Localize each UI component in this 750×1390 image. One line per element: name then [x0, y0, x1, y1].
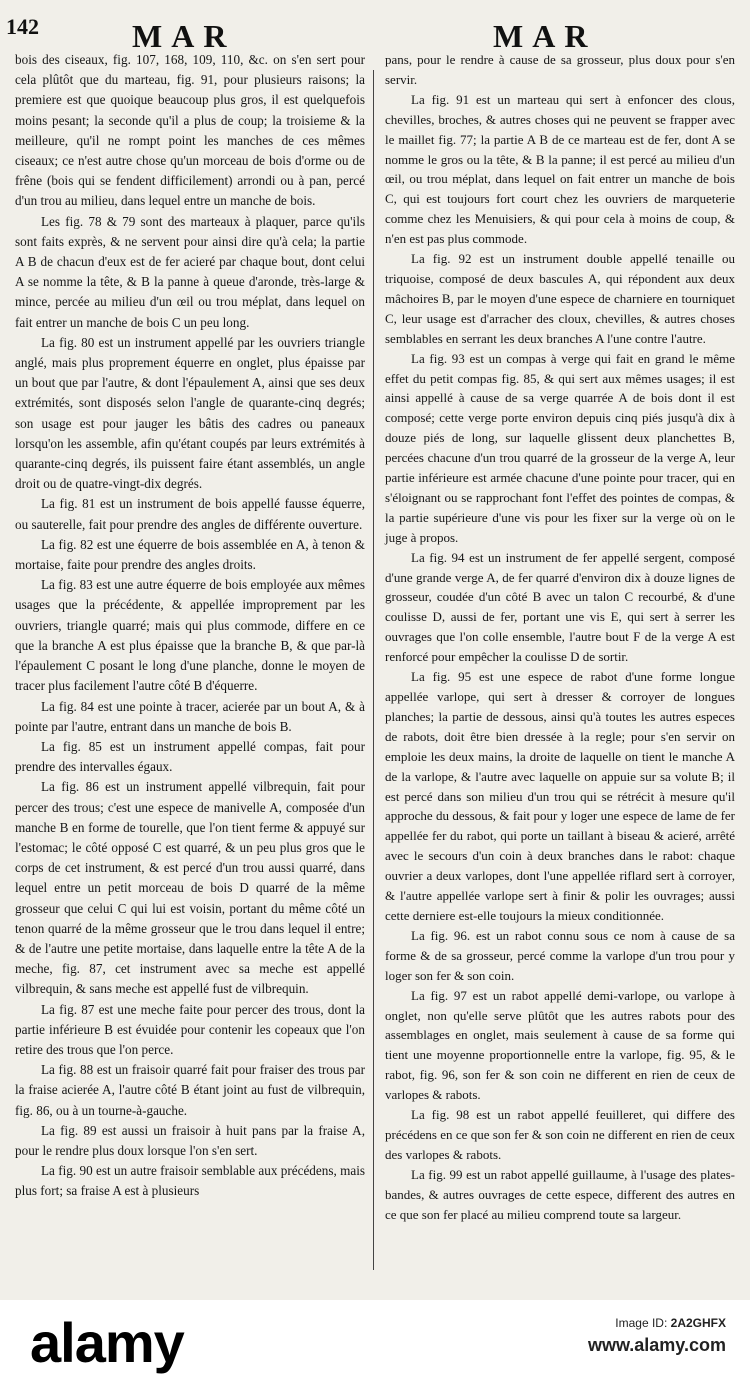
running-head-left: MAR [132, 18, 236, 54]
alamy-logo: alamy [30, 1311, 184, 1374]
image-meta [588, 1314, 726, 1358]
paragraph: La fig. 93 est un compas à verge qui fait en grand le même effet du petit compas fig. 85, & qui sert aux mêmes usages; il est ainsi appellé à cause de sa verge quarrée A de bois dont il est composé; cette verge porte environ depuis cinq piés jusqu'à dix à douze piés de long, sur laquelle glissent deux planchettes B, percées chacune d'un trou quarré de la grosseur de la verge A, leur partie inférieure est armée chacune d'une pointe pour tracer, qui en s'éloignant ou se rapprochant font l'effet des pointes de compas, & la partie supérieure d'une vis pour les fixer sur la verge où on le juge à propos. [385, 350, 735, 545]
paragraph: La fig. 99 est un rabot appellé guillaume, à l'usage des plates-bandes, & autres ouvrages de cette espece, different des autres en ce que son fer placé au milieu comprend toute sa largeur. [385, 1166, 735, 1222]
running-head-right: MAR [493, 18, 597, 54]
paragraph: La fig. 80 est un instrument appellé par les ouvriers triangle anglé, mais plus proprement équerre en onglet, plus épaisse par un bout que par l'autre, & dont l'épaulement A, ainsi que ses deux extrémités, sont disposés selon l'angle de quarante-cinq degrés; son usage est pour jauger les bâtis des cadres ou paneaux lorsqu'on les assemble, afin qu'étant coupés par leurs extrémités à quarante-cinq degrés, ils puissent faire étant assemblés, un angle droit ou de quatre-vingt-dix degrés. [15, 334, 365, 492]
left-column [15, 50, 365, 1202]
paragraph: La fig. 82 est une équerre de bois assemblée en A, à tenon & mortaise, faite pour prendre des angles droits. [15, 536, 365, 573]
paragraph: La fig. 87 est une meche faite pour percer des trous, dont la partie inférieure B est évuidée pour contenir les copeaux que l'on retire des trous que l'on perce. [15, 1001, 365, 1057]
paragraph: La fig. 88 est un fraisoir quarré fait pour fraiser des trous par la fraise acierée A, l'autre côté B étant joint au fust de vilbrequin, fig. 86, ou à un tourne-à-gauche. [15, 1062, 365, 1118]
paragraph: La fig. 91 est un marteau qui sert à enfoncer des clous, chevilles, broches, & autres choses qui ne peuvent se frapper avec le maillet fig. 77; la partie A B de ce marteau est de fer, dont A se nomme le gros ou la tête, & B la panne; il est percé au milieu d'un œil, ou trou méplat, dans lequel on fait entrer un manche de bois C, qui est toujours fort court chez les ouvriers de marqueterie comme chez les Menuisiers, & qui pour cela à moins de coup, & n'en est pas plus commode. [385, 91, 735, 247]
image-id-label: Image ID: [615, 1316, 668, 1330]
paragraph: La fig. 90 est un autre fraisoir semblable aux précédens, mais plus fort; sa fraise A est à plusieurs [15, 1163, 365, 1199]
paragraph: La fig. 98 est un rabot appellé feuilleret, qui differe des précédens en ce que son fer & son coin ne different en rien de ceux des varlopes & rabots. [385, 1107, 735, 1162]
page-number: 142 [6, 14, 39, 39]
paragraph: La fig. 81 est un instrument de bois appellé fausse équerre, ou sauterelle, fait pour prendre des angles de différente ouverture. [15, 496, 365, 532]
paragraph: La fig. 92 est un instrument double appellé tenaille ou triquoise, composé de deux bascules A, qui répondent aux deux mâchoires B, par le moyen d'une espece de charniere en tourniquet C, leur usage est d'arracher des cloux, chevilles, & autres choses semblables en serrant les deux branches A l'une contre l'autre. [385, 251, 735, 346]
site-url: www.alamy.com [587, 1335, 726, 1355]
paragraph: bois des ciseaux, fig. 107, 168, 109, 110, &c. on s'en sert pour cela plûtôt que du marteau, fig. 91, pour plusieurs raisons; la premiere est que quoique beaucoup plus gros, il est quelquefois moins pesant; la seconde qu'il a plus de coup; la troisieme & la meilleure, qu'il ne rompt point les manches de ces mêmes ciseaux; ce n'est autre chose qu'un morceau de bois d'orme ou de frêne (bois qui se fendent difficilement) arrondi ou à pan, percé d'un trou au milieu, dans lequel entre un manche de bois. [15, 52, 365, 209]
page-header [0, 14, 375, 54]
paragraph: La fig. 97 est un rabot appellé demi-varlope, ou varlope à onglet, non qu'elle serve plûtôt que les autres rabots pour des assemblages en onglet, mais seulement à cause de sa forme qui tient une moyenne proportionnelle entre la varlope, fig. 95, & le rabot, fig. 96, son fer & son coin ne different en rien de ceux de varlopes & rabots. [385, 987, 735, 1103]
paragraph: pans, pour le rendre à cause de sa grosseur, plus doux pour s'en servir. [385, 52, 735, 87]
paragraph: La fig. 83 est une autre équerre de bois employée aux mêmes usages que la précédente, & appellée improprement par les ouvriers, triangle quarré; mais qui plus commode, differe en ce que la branche A est plus épaisse que la branche B, & que par-là l'épaulement C posant le long d'une planche, donne le moyen de tracer plus facilement l'autre côté B d'équerre. [15, 577, 365, 694]
watermark-footer [0, 1300, 750, 1390]
paragraph: La fig. 94 est un instrument de fer appellé sergent, composé d'une grande verge A, de fer quarré d'environ dix à douze lignes de grosseur, coudée d'un côté B avec un talon C recourbé, & d'une coulisse D, aussi de fer, portant une vis E, qui sert à serrer les ouvrages que l'on colle ensemble, l'autre bout F de la verge A est renforcé pour empêcher la coulisse D de sortir. [385, 549, 735, 665]
right-column [385, 50, 735, 1224]
paragraph: La fig. 86 est un instrument appellé vilbrequin, fait pour percer des trous; c'est une espece de manivelle A, composée d'un manche B en forme de tourelle, que l'on tient ferme & appuyé sur l'estomac; le côté opposé C est quarré, & un peu plus gros que le corps de cet instrument, & est percé d'un trou aussi quarré, dans lequel entre un petit morceau de bois D quarré de la même grosseur que celui C qui lui est voisin, portant du même côté un tenon quarré de la même grosseur que le trou dans lequel il entre; & de l'autre une petite mortaise, dans laquelle entre la tête A de la meche, fig. 87, cet instrument avec sa meche est appellé vilbrequin, & sans meche est appellé fust de vilbrequin. [15, 779, 365, 997]
column-divider [373, 70, 374, 1270]
paragraph: Les fig. 78 & 79 sont des marteaux à plaquer, parce qu'ils sont faits exprès, & ne servent pour ainsi dire qu'à cela; la partie A B de chacun d'eux est de fer acieré par chaque bout, dont celui A se nomme la tête, & B la panne à queue d'aronde, très-large & mince, percée au milieu d'un œil ou trou méplat, dans lequel on fait entrer un manche de bois C un peu long. [15, 213, 365, 330]
image-id-line [588, 1314, 726, 1332]
paragraph: La fig. 85 est un instrument appellé compas, fait pour prendre des intervalles égaux. [15, 738, 365, 775]
paragraph: La fig. 89 est aussi un fraisoir à huit pans par la fraise A, pour le rendre plus doux lorsque l'on s'en sert. [15, 1122, 365, 1158]
paragraph: La fig. 95 est une espece de rabot d'une forme longue appellée varlope, qui sert à dresser & corroyer de longues planches; la partie de dessous, ainsi qu'à toutes les autres especes de rabots, doit être bien dressée à la regle; pour s'en servir on emploie les deux mains, la droite de laquelle on tient le manche A de la varlope, & l'autre avec laquelle on appuie sur sa volute B; il est percé dans son milieu d'un trou qui se rétrécit à mesure qu'il approche du dessous, & fait pour y loger une espece de lame de fer appellée fer du rabot, qui porte un taillant à biseau & acieré, arrêté avec le secours d'un coin à deux branches dans le rabot: chaque ouvrier a deux varlopes, dont l'une appellée riflard sert à corroyer, & l'autre appellée varlope sert à finir & polir les ouvrages; aussi cette derniere est-elle toujours la mieux conditionnée. [385, 669, 735, 923]
paragraph: La fig. 84 est une pointe à tracer, acierée par un bout A, & à pointe par l'autre, entrant dans un manche de bois B. [15, 698, 365, 734]
paragraph: La fig. 96. est un rabot connu sous ce nom à cause de sa forme & de sa grosseur, percé comme la varlope d'un trou pour y loger son fer & son coin. [385, 927, 735, 983]
image-id: 2A2GHFX [670, 1316, 726, 1330]
